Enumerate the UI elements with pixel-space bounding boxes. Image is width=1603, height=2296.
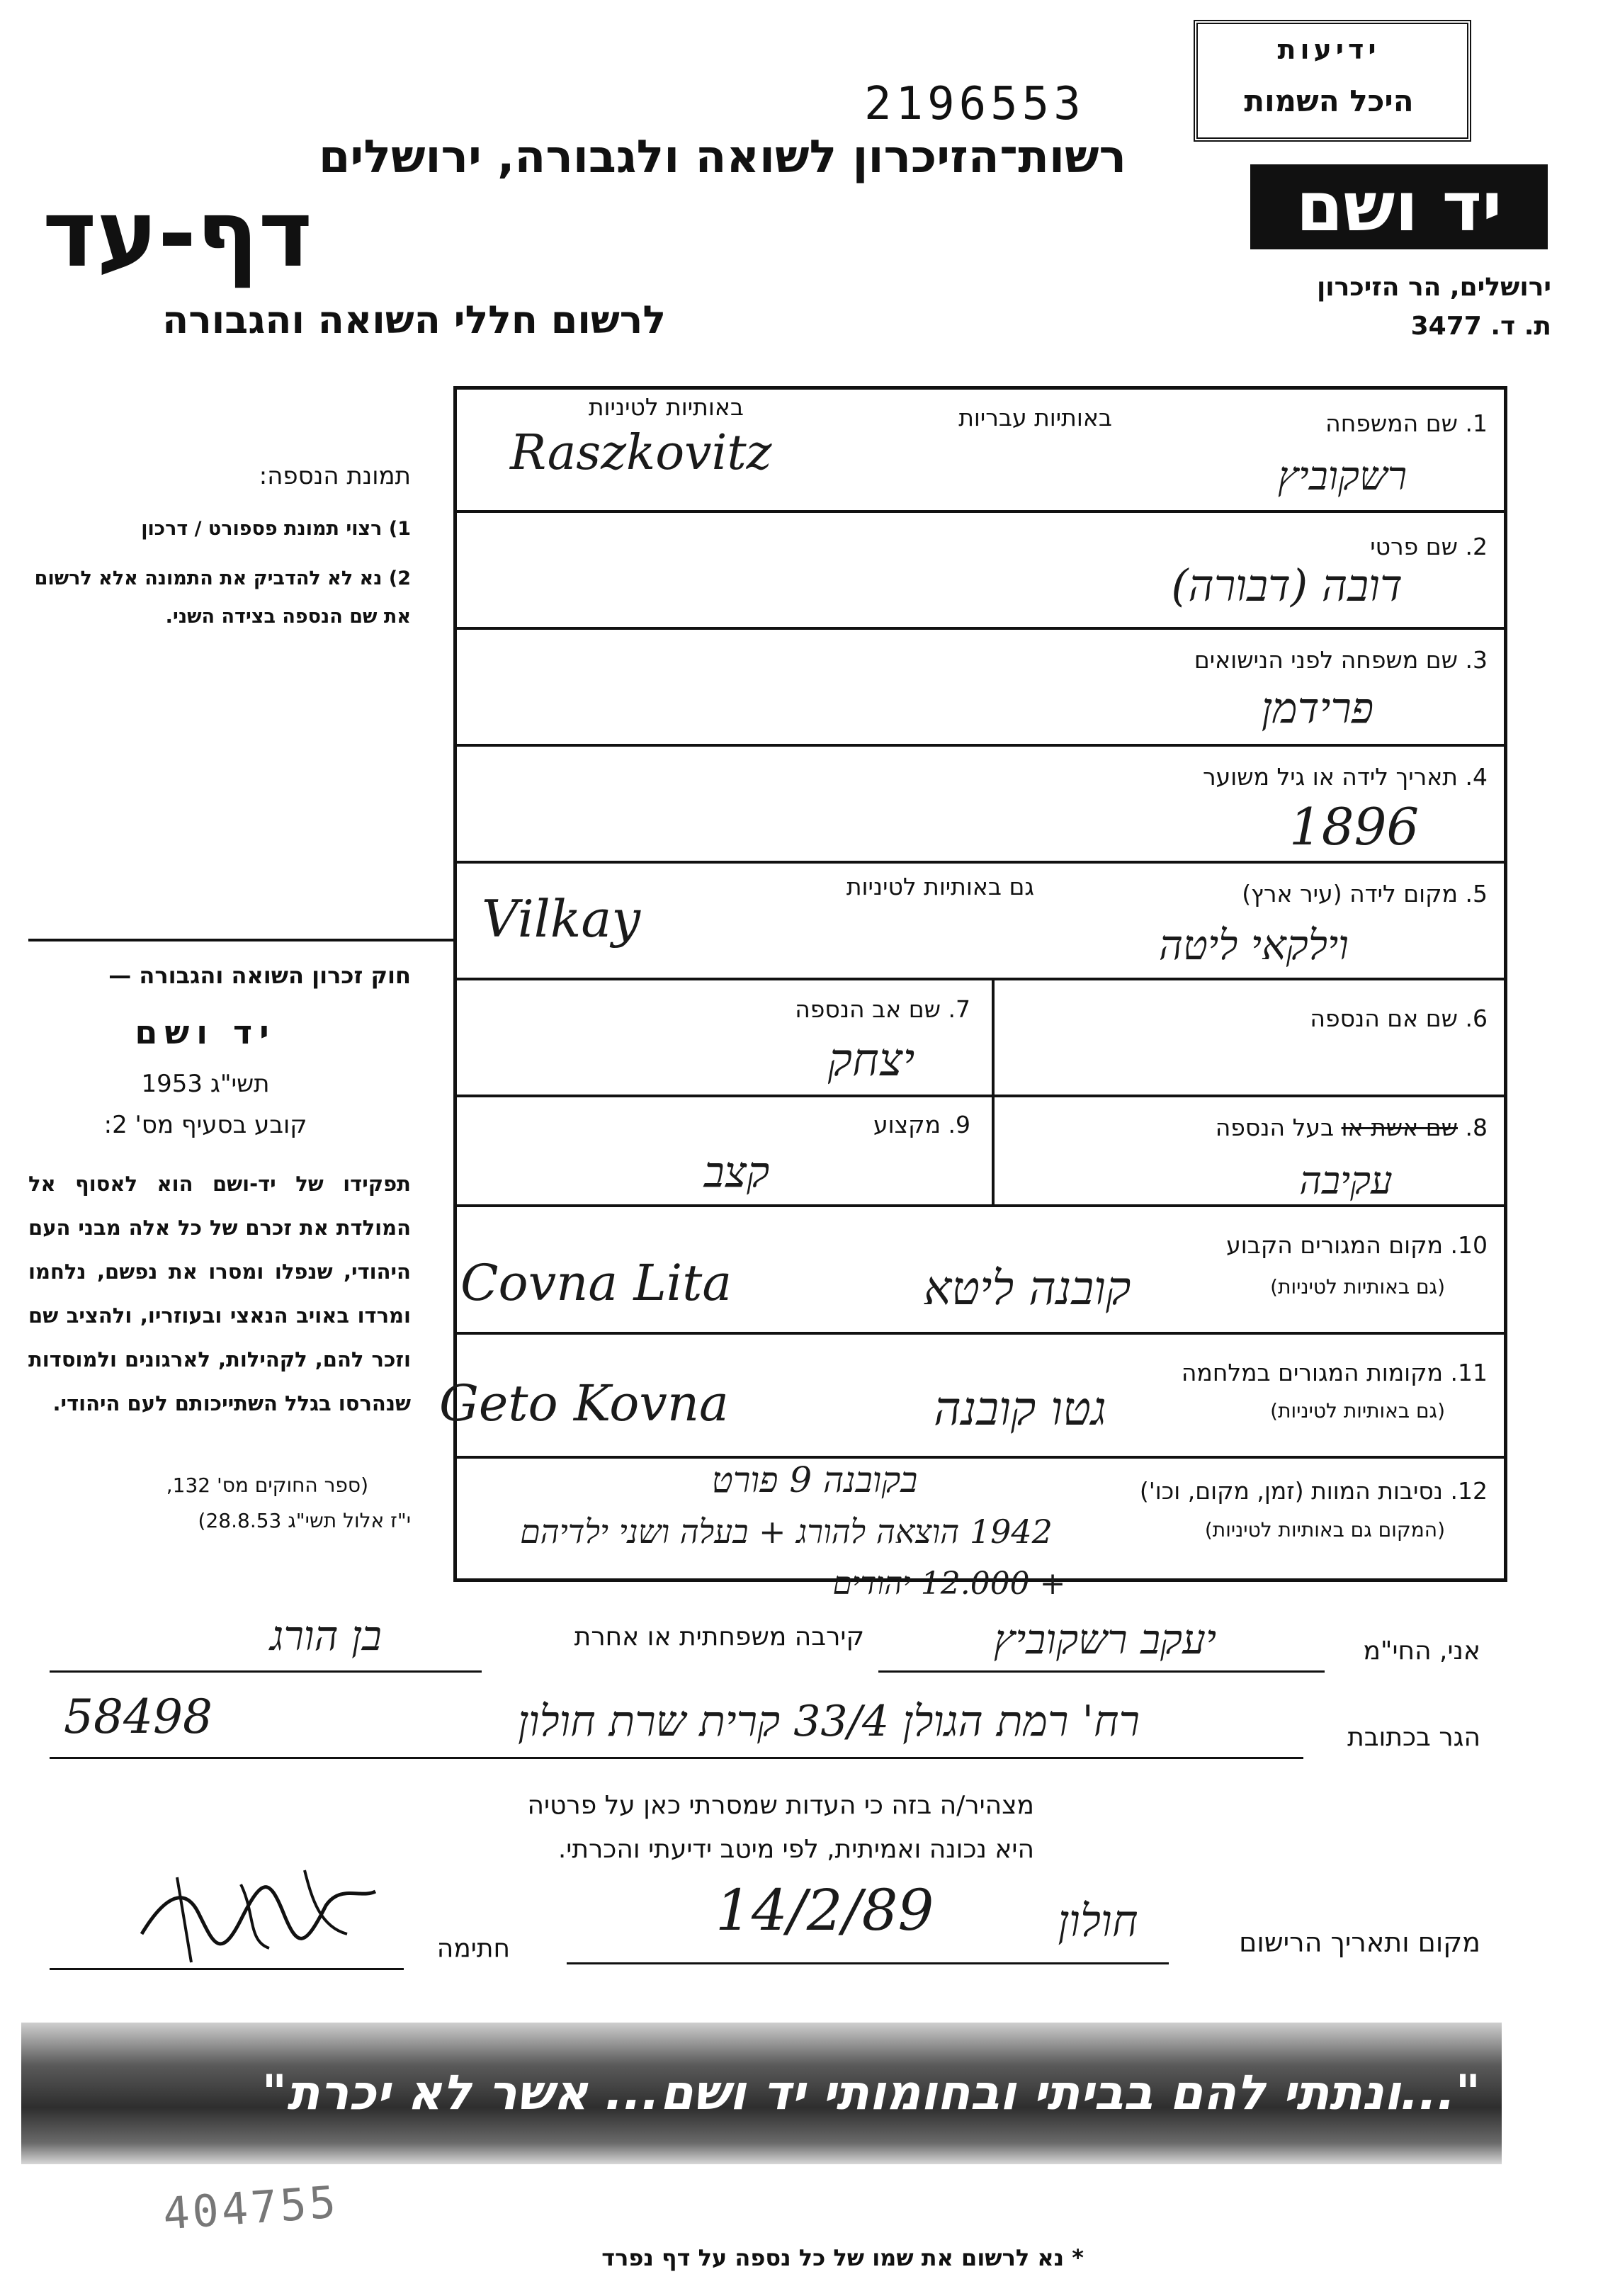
field-7-label [680, 995, 970, 1023]
handwritten-signature [135, 1856, 390, 1977]
po-box-label: ת. ד. [1490, 312, 1551, 341]
field-1-title: שם המשפחה [1325, 409, 1458, 437]
stamp-line-1: ידיעות [1277, 34, 1381, 65]
footer-stamp-number: 404755 [161, 2176, 341, 2240]
field-10-value-hebrew: קובנה ליטא [923, 1261, 1131, 1316]
field-1-hebrew-label: באותיות עבריות [958, 404, 1112, 431]
field-5-num: 5. [1465, 880, 1488, 907]
field-4-label [1006, 763, 1488, 791]
row-divider [453, 861, 1504, 864]
field-3-value: פרידמן [1261, 684, 1374, 733]
field-1-value-hebrew: רשקוביץ [1277, 453, 1407, 499]
row-divider [453, 978, 1504, 980]
field-12-num: 12. [1450, 1477, 1488, 1505]
field-5-title: מקום לידה (עיר ארץ) [1242, 880, 1458, 907]
footer-quote: "...ונתתי להם בביתי ובחומותי יד ושם... אשר לא יכרת" [261, 2065, 1480, 2121]
row-divider [453, 1095, 1504, 1097]
field-1-label [1148, 409, 1488, 437]
field-10-title: מקום המגורים הקבוע [1226, 1231, 1443, 1259]
date-value: 14/2/89 [715, 1877, 934, 1943]
field-5-value-hebrew: וילקאי ליטה [1158, 921, 1349, 969]
row-divider [453, 627, 1504, 630]
field-1-value-latin: Raszkovitz [510, 425, 772, 481]
po-box [1346, 312, 1551, 341]
field-6-label [1148, 1005, 1488, 1032]
footer-note-star: * [1072, 2244, 1084, 2271]
field-9-label [779, 1111, 970, 1138]
law-clause: קובע בסעיף מס' 2: [103, 1111, 307, 1139]
row-divider [453, 1332, 1504, 1335]
field-3-num: 3. [1465, 646, 1488, 674]
field-5-value-latin: Vilkay [482, 889, 641, 949]
field-6-title: שם אם הנספה [1310, 1005, 1458, 1032]
field-12-value-line3: + 12.000 יהודים [832, 1566, 1066, 1602]
field-11-num: 11. [1450, 1359, 1488, 1386]
relation-label: קירבה משפחתית או אחרת [574, 1622, 864, 1651]
field-8-num: 8. [1465, 1114, 1488, 1141]
address-value: רח' רמת הגולן 33/4 קרית שרת חולון [518, 1697, 1140, 1746]
field-7-title: שם אב הנספה [795, 995, 941, 1023]
field-12-value-line2: 1942 הוצאה להורג + בעלה ושני ילדיהם [520, 1512, 1053, 1551]
photo-note-2 [28, 560, 411, 636]
field-3-title: שם משפחה לפני הנישואים [1194, 646, 1458, 674]
form-title: דף-עד [43, 180, 313, 288]
statement-line-1: מצהיר/ה בזה כי העדות שמסרתי כאן על פרטיה [527, 1791, 1034, 1820]
law-text: תפקידו של יד-ושם הוא לאסוף אל המולדת את זכרם של כל אלה מבני העם היהודי, שנפלו ומסרו את נפשם, נלחמו ומרדו באויב הנאצי ובעוזריו, ולהציב שם וזכר להם, לקהילות, לארגונים ולמוסדות שנהרסו בגלל השתייכותם לעם היהודי. [28, 1172, 411, 1415]
row-divider [453, 510, 1504, 513]
footer-note [425, 2244, 1084, 2271]
field-10-label [1006, 1231, 1488, 1259]
field-11-sublabel: (גם באותיות לטיניות) [1270, 1399, 1445, 1423]
field-4-title: תאריך לידה או גיל משוער [1202, 763, 1458, 791]
statement-line-2: היא נכונה ואמיתית, לפי מיטב ידיעתי והכרתי. [557, 1835, 1034, 1864]
field-7-value: יצחק [827, 1034, 915, 1087]
field-1-num: 1. [1465, 409, 1488, 437]
field-7-num: 7. [948, 995, 970, 1023]
row-divider [453, 744, 1504, 747]
law-title: חוק זכרון השואה והגבורה — [108, 962, 411, 989]
field-11-value-latin: Geto Kovna [439, 1374, 729, 1432]
panel-divider [28, 939, 453, 941]
field-10-value-latin: Covna Lita [460, 1254, 732, 1312]
field-12-title: נסיבות המוות (זמן, מקום, וכו') [1139, 1477, 1443, 1505]
place-date-line [567, 1962, 1169, 1964]
row-divider [453, 1204, 1504, 1207]
photo-panel-title: תמונת הנספה: [259, 462, 411, 490]
field-12-value-line1: בקובנה 9 פורט [711, 1459, 918, 1500]
law-year: תשי"ג 1953 [141, 1070, 270, 1098]
address-line [50, 1757, 1303, 1759]
field-8-struck: שם אשת או [1341, 1114, 1458, 1141]
po-box-number: 3477 [1410, 312, 1482, 341]
field-9-value: קצב [703, 1148, 770, 1197]
yad-vashem-logo: יד ושם [1250, 164, 1548, 249]
field-12-sublabel: (המקום גם באותיות לטיניות) [1204, 1518, 1445, 1542]
law-name: יד ושם [135, 1013, 276, 1051]
document-number: 2196553 [864, 78, 1085, 130]
field-10-num: 10. [1450, 1231, 1488, 1259]
field-11-value-hebrew: גטו קובנה [934, 1381, 1106, 1436]
field-9-num: 9. [948, 1111, 970, 1138]
archive-stamp [1194, 20, 1471, 142]
field-10-sublabel: (גם באותיות לטיניות) [1270, 1275, 1445, 1299]
field-1-latin-label: באותיות לטיניות [588, 393, 744, 421]
field-9-title: מקצוע [873, 1111, 941, 1138]
signature-label: חתימה [436, 1934, 510, 1963]
field-2-title: שם פרטי [1370, 533, 1458, 560]
field-2-label [1148, 533, 1488, 560]
declarant-label: אני, החי"מ [1363, 1636, 1480, 1666]
stamp-line-2: היכל השמות [1244, 84, 1414, 118]
field-2-value: דובה (דבורה) [1171, 560, 1403, 611]
law-source: (ספר החוקים מס' 132, [166, 1474, 368, 1497]
field-3-label [1006, 646, 1488, 674]
footer-note-text: נא לרשום את שמו של כל נספה על דף נפרד [601, 2244, 1065, 2271]
place-value: חולון [1058, 1895, 1138, 1947]
field-8-label [1063, 1114, 1488, 1141]
relation-line [50, 1670, 482, 1673]
form-subtitle: לרשום חללי השואה והגבורה [162, 298, 666, 342]
photo-note-2-text: נא לא להדביק את התמונה אלא לרשום את שם הנספה בצידה השני. [34, 567, 411, 628]
photo-note-1 [28, 510, 411, 548]
law-source-date: י"ז אלול תשי"ג 28.8.53) [198, 1509, 411, 1532]
photo-note-2-num: 2) [388, 567, 411, 589]
field-5-latin-label: גם באותיות לטיניות [846, 873, 1034, 900]
field-8-value: עקיבה [1299, 1158, 1393, 1203]
field-5-label [1063, 880, 1488, 907]
row-divider [453, 1456, 1504, 1459]
field-4-num: 4. [1465, 763, 1488, 791]
relation-value: בן הורג [270, 1612, 382, 1660]
authority-line: רשות־הזיכרון לשואה ולגבורה, ירושלים [318, 131, 1126, 183]
address-label: הגר בכתובת [1347, 1723, 1480, 1752]
field-11-title: מקומות המגורים במלחמה [1181, 1359, 1443, 1386]
photo-note-1-num: 1) [388, 518, 411, 540]
declarant-value: יעקב רשקוביץ [993, 1615, 1217, 1663]
field-8-title: בעל הנספה [1215, 1114, 1335, 1141]
field-4-value: 1896 [1289, 797, 1420, 856]
field-12-label [949, 1477, 1488, 1505]
field-2-num: 2. [1465, 533, 1488, 560]
address-line: ירושלים, הר הזיכרון [1316, 273, 1551, 302]
zip-value: 58498 [64, 1690, 213, 1744]
column-divider [992, 978, 995, 1204]
photo-note-1-text: רצוי תמונת פספורט / דרכון [141, 518, 383, 540]
declarant-line [878, 1670, 1325, 1673]
field-6-num: 6. [1465, 1005, 1488, 1032]
place-date-label: מקום ותאריך הרישום [1239, 1927, 1480, 1958]
